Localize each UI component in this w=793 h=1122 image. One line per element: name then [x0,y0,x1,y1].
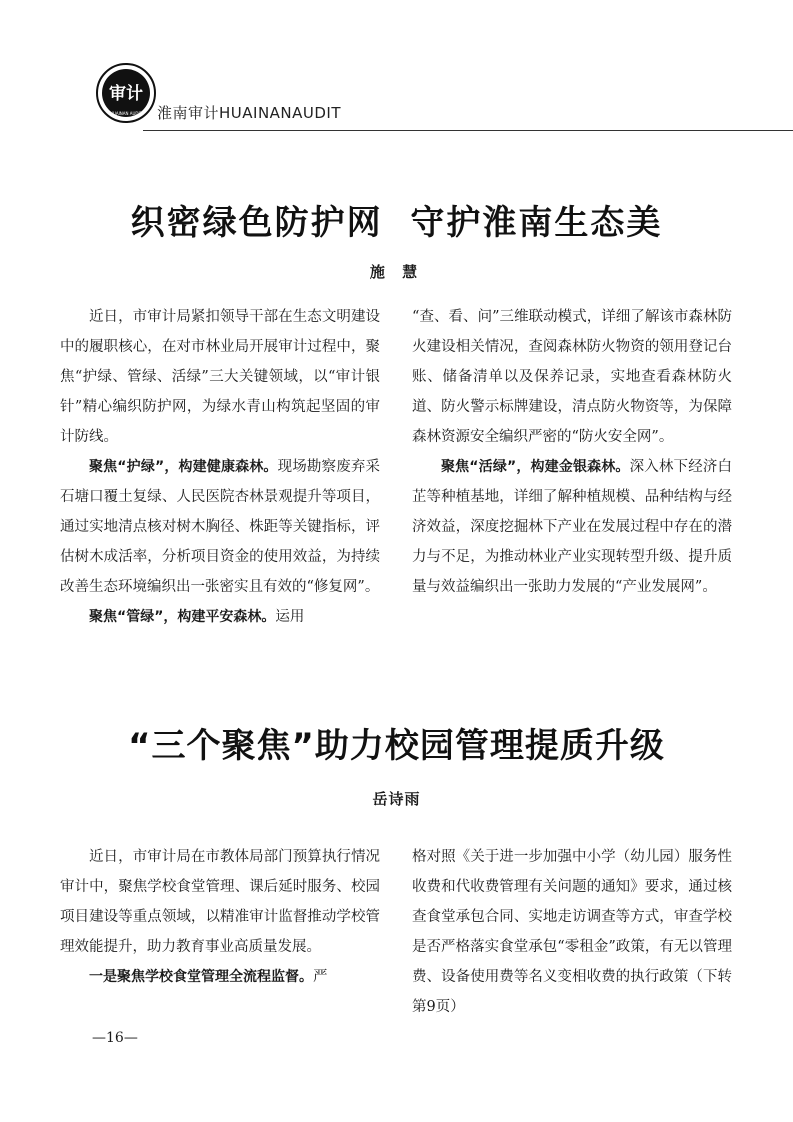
page-header [95,62,793,132]
paragraph-text: 格对照《关于进一步加强中小学（幼儿园）服务性收费和代收费管理有关问题的通知》要求，通过核查食堂承包合同、实地走访调查等方式，审查学校是否严格落实食堂承包“零租金”政策，有无以管理费、设备使用费等名义变相收费的执行政策 [412,849,732,985]
article1-paragraph: “查、看、问”三维联动模式，详细了解该市森林防火建设相关情况，查阅森林防火物资的领用登记台账、储备清单以及保养记录，实地查看森林防火道、防火警示标牌建设，清点防火物资等，为保障森林资源安全编织严密的“防火安全网”。 [412,309,732,445]
article1-right-column [412,302,732,602]
paragraph-lead: 聚焦“管绿”，构建平安森林。 [89,609,276,625]
article2-paragraph: 近日，市审计局在市教体局部门预算执行情况审计中，聚焦学校食堂管理、课后延时服务、校园项目建设等重点领域，以精准审计监督推动学校管理效能提升，助力教育事业高质量发展。 [60,849,380,955]
paragraph-text: 现场勘察废弃采石塘口覆土复绿、人民医院杏林景观提升等项目，通过实地清点核对树木胸径、株距等关键指标，评估树木成活率，分析项目资金的使用效益，为持续改善生态环境编织出一张密实且有效的“修复网”。 [60,459,381,595]
article1-paragraph [60,602,380,632]
header-title: 淮南审计HUAINANAUDIT [157,104,342,122]
logo-ring-text: HUAINAN AUDIT [109,111,143,116]
article1-author: 施 慧 [369,263,424,281]
paragraph-lead: 聚焦“护绿”，构建健康森林。 [89,459,278,475]
paragraph-text: 深入林下经济白芷等种植基地，详细了解种植规模、品种结构与经济效益，深度挖掘林下产业在发展过程中存在的潜力与不足，为推动林业产业实现转型升级、提升质量与效益编织出一张助力发展的“产业发展网”。 [412,459,733,595]
article2-title: “三个聚焦”助力校园管理提质升级 [128,726,665,766]
paragraph-text: 严 [313,969,328,985]
article1-paragraph [60,452,380,602]
header-divider [143,130,793,131]
logo-text: 审计 [109,84,143,104]
article2-paragraph [412,842,732,1022]
article2-left-column [60,842,380,992]
article2-paragraph [60,962,380,992]
paragraph-lead: 一是聚焦学校食堂管理全流程监督。 [89,969,313,985]
paragraph-text: 运用 [275,609,305,625]
huainan-audit-logo [95,62,157,124]
article2-right-column [412,842,732,1022]
article2-author: 岳诗雨 [372,790,421,808]
article1-left-column [60,302,380,632]
page-number: —16— [92,1030,138,1046]
article1-paragraph [412,452,732,602]
paragraph-lead: 聚焦“活绿”，构建金银森林。 [441,459,630,475]
article1-paragraph: 近日，市审计局紧扣领导干部在生态文明建设中的履职核心，在对市林业局开展审计过程中，聚焦“护绿、管绿、活绿”三大关键领域，以“审计银针”精心编织防护网，为绿水青山构筑起坚固的审计防线。 [60,309,380,445]
article1-title: 织密绿色防护网 守护淮南生态美 [130,203,663,243]
continued-note: （下转第9页） [412,969,733,1015]
